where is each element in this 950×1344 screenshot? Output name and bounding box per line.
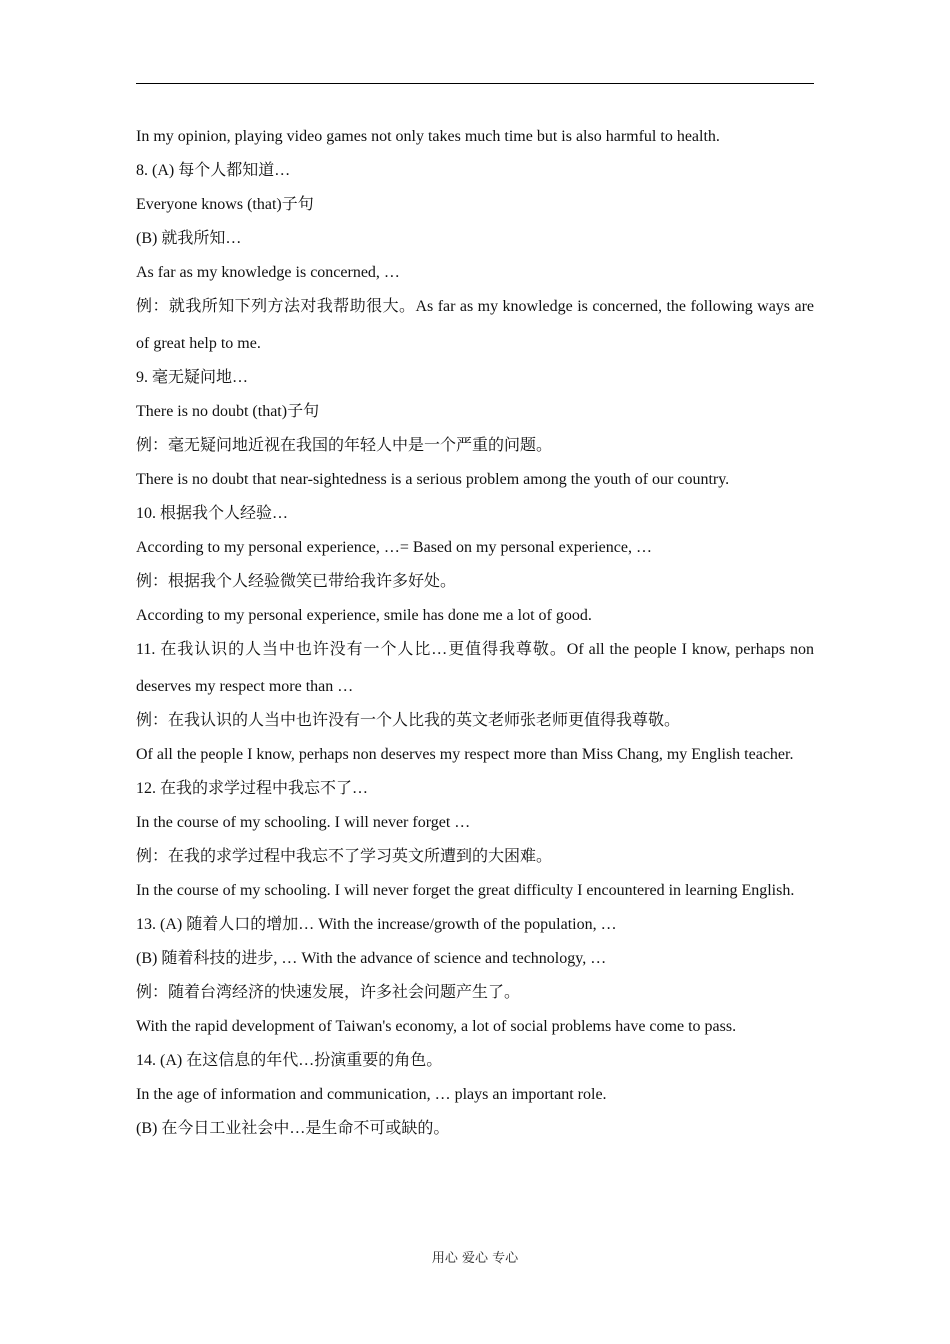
text-line: There is no doubt (that)子句 <box>136 403 320 420</box>
document-body <box>136 120 814 1146</box>
section-heading: 14. (A) 在这信息的年代…扮演重要的角色。 <box>136 1052 443 1069</box>
text-line: In my opinion, playing video games not only takes much time but is also harmful to health. <box>136 128 720 145</box>
text-line: In the course of my schooling. I will never forget … <box>136 814 471 831</box>
example-line: 例：随着台湾经济的快速发展，许多社会问题产生了。 <box>136 984 521 1001</box>
section-heading: 12. 在我的求学过程中我忘不了… <box>136 780 369 797</box>
text-line: According to my personal experience, …= Based on my personal experience, … <box>136 539 652 556</box>
sub-heading: (B) 在今日工业社会中…是生命不可或缺的。 <box>136 1120 450 1137</box>
page-footer: 用心 爱心 专心 <box>431 1251 519 1266</box>
sub-heading: (B) 随着科技的进步, … With the advance of science and technology, … <box>136 950 607 967</box>
text-line: In the age of information and communication, … plays an important role. <box>136 1086 607 1103</box>
example-line: 例：根据我个人经验微笑已带给我许多好处。 <box>136 573 457 590</box>
section-heading: 13. (A) 随着人口的增加… With the increase/growth of the population, … <box>136 916 617 933</box>
text-paragraph: Of all the people I know, perhaps non deserves my respect more than Miss Chang, my English teacher. <box>136 746 794 763</box>
text-line: There is no doubt that near-sightedness is a serious problem among the youth of our country. <box>136 471 730 488</box>
section-heading-paragraph: 11. 在我认识的人当中也许没有一个人比…更值得我尊敬。Of all the people I know, perhaps non deserves my respect more than … <box>136 641 814 695</box>
example-line: 例：在我认识的人当中也许没有一个人比我的英文老师张老师更值得我尊敬。 <box>136 712 681 729</box>
example-line: 例：在我的求学过程中我忘不了学习英文所遭到的大困难。 <box>136 848 553 865</box>
text-line: With the rapid development of Taiwan's economy, a lot of social problems have come to pass. <box>136 1018 737 1035</box>
text-line: As far as my knowledge is concerned, … <box>136 264 400 281</box>
section-heading: 10. 根据我个人经验… <box>136 505 289 522</box>
section-heading: 8. (A) 每个人都知道… <box>136 162 291 179</box>
example-paragraph: 例：就我所知下列方法对我帮助很大。As far as my knowledge is concerned, the following ways are of great help to me. <box>136 298 814 352</box>
text-paragraph: In the course of my schooling. I will never forget the great difficulty I encountered in learning English. <box>136 882 795 899</box>
text-line: Everyone knows (that)子句 <box>136 196 314 213</box>
sub-heading: (B) 就我所知… <box>136 230 242 247</box>
section-heading: 9. 毫无疑问地… <box>136 369 249 386</box>
example-line: 例：毫无疑问地近视在我国的年轻人中是一个严重的问题。 <box>136 437 553 454</box>
header-rule <box>136 83 814 84</box>
text-line: According to my personal experience, smile has done me a lot of good. <box>136 607 592 624</box>
